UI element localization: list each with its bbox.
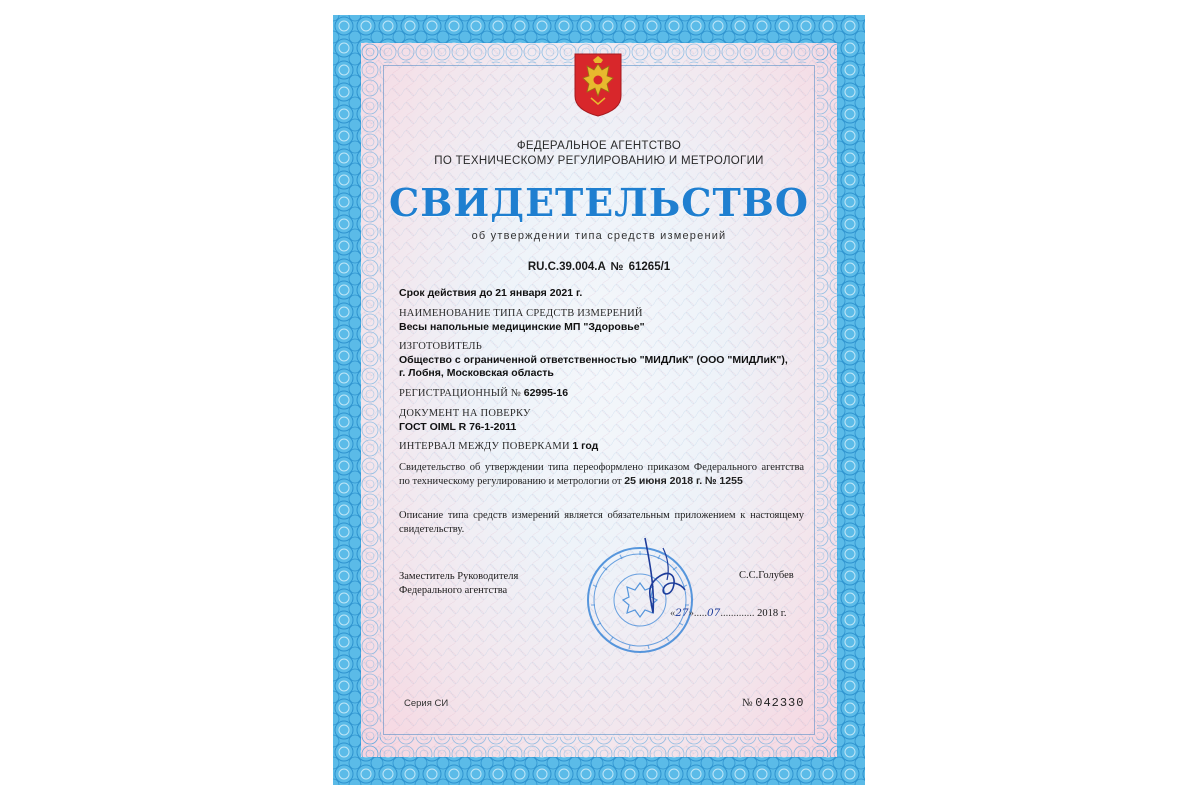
certificate-title: СВИДЕТЕЛЬСТВО bbox=[389, 180, 809, 225]
date-day-blank: « bbox=[670, 608, 676, 619]
reissue-text: Свидетельство об утверждении типа переоформлено приказом Федерального агентства по техническому регулированию и метрологии от bbox=[399, 462, 804, 487]
validity bbox=[399, 287, 819, 301]
registry-code: RU.C.39.004.A bbox=[527, 261, 606, 273]
date-day: 27 bbox=[675, 607, 689, 619]
date-dots-1: ..... bbox=[693, 608, 707, 619]
russian-coat-of-arms-icon bbox=[573, 52, 623, 118]
reissue-paragraph bbox=[399, 461, 804, 488]
verification-doc-label: ДОКУМЕНТ НА ПОВЕРКУ bbox=[399, 408, 531, 419]
instrument-type-label: НАИМЕНОВАНИЕ ТИПА СРЕДСТВ ИЗМЕРЕНИЙ bbox=[399, 308, 643, 319]
registration-value: 62995-16 bbox=[523, 387, 569, 399]
interval-value: 1 год bbox=[572, 440, 599, 452]
reissue-order: № 1255 bbox=[704, 474, 743, 487]
date-year: 2018 г. bbox=[757, 608, 787, 619]
verification-doc-value: ГОСТ OIML R 76-1-2011 bbox=[399, 420, 517, 433]
reissue-date: 25 июня 2018 г. bbox=[624, 474, 703, 487]
registration-label: РЕГИСТРАЦИОННЫЙ № bbox=[399, 388, 522, 399]
certificate-number-value: 61265/1 bbox=[628, 261, 671, 273]
serial-number-sign: № bbox=[742, 697, 753, 709]
interval-label: ИНТЕРВАЛ МЕЖДУ ПОВЕРКАМИ bbox=[399, 441, 570, 452]
interval bbox=[399, 440, 819, 454]
instrument-type bbox=[399, 307, 819, 334]
certificate-subtitle: об утверждении типа средств измерений bbox=[471, 230, 727, 242]
description-note: Описание типа средств измерений является обязательным приложением к настоящему свидетельству. bbox=[399, 510, 804, 535]
registration bbox=[399, 387, 819, 401]
agency-name-line2: ПО ТЕХНИЧЕСКОМУ РЕГУЛИРОВАНИЮ И МЕТРОЛОГИИ bbox=[434, 155, 764, 167]
signatory-position bbox=[399, 570, 518, 598]
number-sign: № bbox=[610, 261, 624, 273]
signatory-position-line1: Заместитель Руководителя bbox=[399, 571, 519, 582]
validity-label: Срок действия до bbox=[399, 287, 493, 299]
manufacturer bbox=[399, 340, 829, 381]
series-label: Серия СИ bbox=[404, 698, 449, 709]
signature-date bbox=[670, 607, 787, 619]
instrument-type-value: Весы напольные медицинские МП "Здоровье" bbox=[399, 320, 645, 333]
date-dots-2: ............. bbox=[720, 608, 755, 619]
date-day-close: » bbox=[688, 608, 694, 619]
certificate-number bbox=[333, 261, 865, 273]
validity-date: 21 января 2021 г. bbox=[495, 287, 583, 299]
agency-name-line1: ФЕДЕРАЛЬНОЕ АГЕНТСТВО bbox=[516, 140, 682, 152]
signatory-position-line2: Федерального агентства bbox=[399, 585, 508, 596]
serial-number-value: 042330 bbox=[755, 696, 805, 710]
signatory-name: С.С.Голубев bbox=[739, 570, 794, 581]
date-month: 07 bbox=[707, 607, 721, 619]
serial-number bbox=[742, 696, 804, 710]
manufacturer-city: г. Лобня, Московская область bbox=[399, 367, 554, 379]
manufacturer-label: ИЗГОТОВИТЕЛЬ bbox=[399, 341, 482, 352]
verification-doc bbox=[399, 407, 819, 434]
manufacturer-name: Общество с ограниченной ответственностью "МИДЛиК" (ООО "МИДЛиК"), bbox=[399, 353, 788, 366]
